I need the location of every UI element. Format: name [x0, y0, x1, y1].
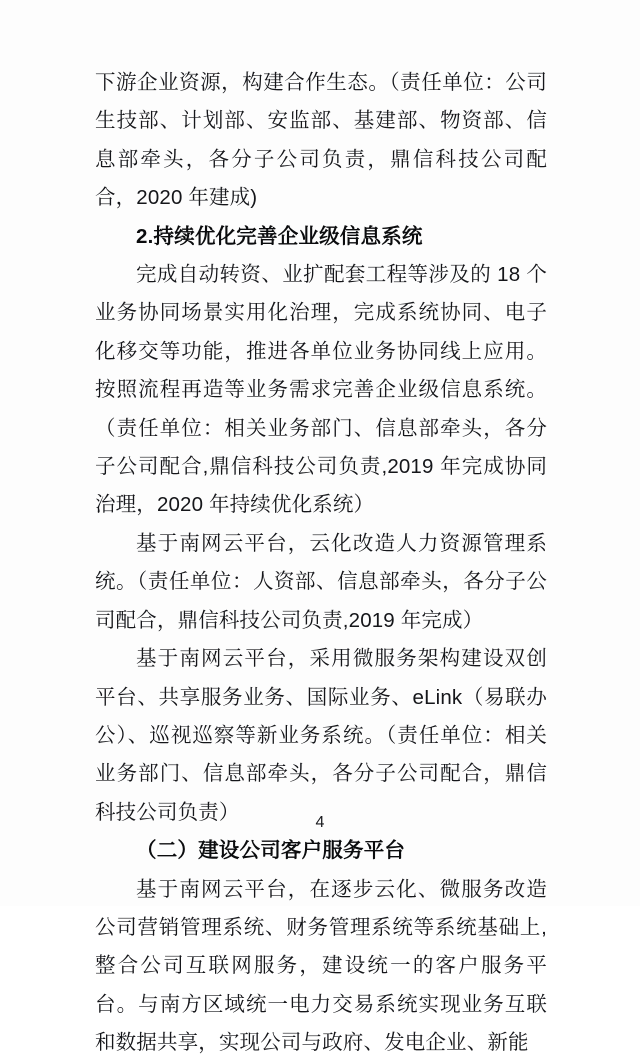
paragraph-hr-cloud-transformation: 基于南网云平台，云化改造人力资源管理系统。（责任单位：人资部、信息部牵头，各分子公司配合，鼎信科技公司负责,2019 年完成） [95, 531, 547, 632]
heading-customer-service-platform: （二）建设公司客户服务平台 [136, 839, 406, 863]
heading-enterprise-information-system: 2.持续优化完善企业级信息系统 [136, 224, 423, 248]
paragraph-microservice-platforms: 基于南网云平台，采用微服务架构建设双创平台、共享服务业务、国际业务、eLink（易联办公）、巡视巡察等新业务系统。（责任单位：相关业务部门、信息部牵头，各分子公司配合，鼎信科技公司负责） [95, 647, 547, 824]
page-number: 4 [315, 814, 325, 831]
document-body [95, 64, 547, 1063]
paragraph-enterprise-systems: 完成自动转资、业扩配套工程等涉及的 18 个业务协同场景实用化治理，完成系统协同、电子化移交等功能，推进各单位业务协同线上应用。按照流程再造等业务需求完善企业级信息系统。（责任单位：相关业务部门、信息部牵头，各分子公司配合,鼎信科技公司负责,2019 年完成协同治理，2020 年持续优化系统） [95, 263, 547, 517]
paragraph-continuation: 下游企业资源，构建合作生态。（责任单位：公司生技部、计划部、安监部、基建部、物资部、信息部牵头，各分子公司负责，鼎信科技公司配合，2020 年建成) [95, 71, 547, 210]
paragraph-customer-service-platform: 基于南网云平台，在逐步云化、微服务改造公司营销管理系统、财务管理系统等系统基础上,整合公司互联网服务，建设统一的客户服务平台。与南方区域统一电力交易系统实现业务互联和数据共享，实现公司与政府、发电企业、新能 [95, 877, 547, 1055]
